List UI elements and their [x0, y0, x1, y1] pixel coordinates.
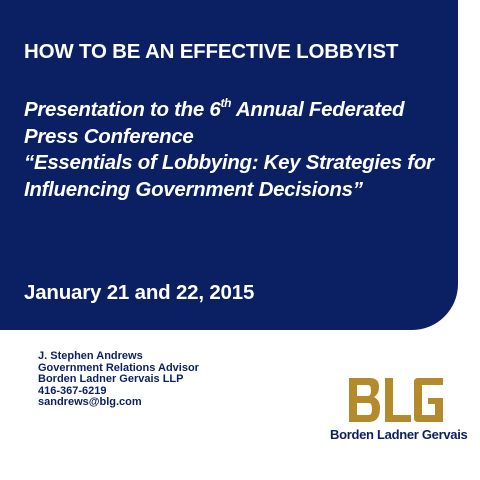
blg-logo — [330, 374, 468, 449]
subtitle-line-3: “Essentials of Lobbying: Key Strategies for — [24, 151, 434, 174]
slide-subtitle — [24, 97, 454, 203]
blg-logo-name: Borden Ladner Gervais — [330, 427, 468, 442]
subtitle-line-4: Influencing Government Decisions” — [24, 177, 363, 201]
contact-firm: Borden Ladner Gervais LLP — [38, 373, 184, 385]
subtitle-line-2: Press Conference — [24, 124, 194, 148]
contact-email: sandrews@blg.com — [38, 396, 142, 408]
blg-logo-mark — [349, 378, 443, 422]
subtitle-line-1-suffix: Annual Federated — [231, 98, 405, 121]
subtitle-line-1 — [24, 97, 454, 124]
contact-block — [38, 351, 199, 409]
ordinal-suffix: th — [220, 96, 232, 111]
contact-name: J. Stephen Andrews — [38, 350, 143, 362]
contact-phone: 416-367-6219 — [38, 384, 107, 397]
subtitle-line-1-prefix: Presentation to the 6 — [24, 98, 221, 121]
contact-role: Government Relations Advisor — [38, 361, 199, 374]
slide-title: HOW TO BE AN EFFECTIVE LOBBYIST — [24, 40, 399, 63]
presentation-date: January 21 and 22, 2015 — [24, 281, 255, 304]
